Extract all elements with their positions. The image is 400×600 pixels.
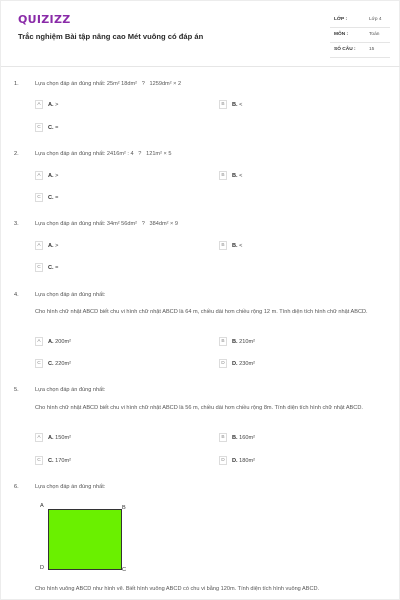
option-letter-box: A [35, 171, 43, 180]
option-letter-box: C [35, 193, 43, 202]
option-letter-box: A [35, 241, 43, 250]
quizizz-logo: QUIZIZZ [18, 13, 71, 26]
question-number: 6. [14, 484, 19, 490]
square-abcd-figure [38, 503, 134, 577]
meta-row-subject [330, 28, 390, 43]
option-letter-box: A [35, 433, 43, 442]
option-letter-box: C [35, 359, 43, 368]
question-description: Cho hình chữ nhật ABCD biết chu vi hình chữ nhật ABCD là 56 m, chiều dài hơn chiều rộng 8m. Tính diện tích hình chữ nhật ABCD. [35, 405, 363, 411]
meta-row-grade [330, 13, 390, 28]
question-prompt: Lựa chọn đáp án đúng nhất: [35, 292, 106, 298]
meta-value: Toán [369, 32, 380, 37]
worksheet-title: Trắc nghiệm Bài tập nâng cao Mét vuông có đáp án [18, 32, 204, 41]
question-number: 3. [14, 221, 19, 227]
option-letter-box: C [35, 456, 43, 465]
question-number: 4. [14, 292, 19, 298]
expression-left: 34m² 56dm² [106, 221, 138, 227]
question-number: 2. [14, 151, 19, 157]
meta-value: Lớp 4 [369, 17, 382, 22]
expression-left: 25m² 18dm² [106, 81, 138, 87]
option-letter-box: B [219, 100, 227, 109]
option-letter-box: B [219, 241, 227, 250]
expression-left: 2416m² : 4 [106, 151, 134, 157]
meta-label: MÔN : [334, 32, 349, 37]
worksheet-header [1, 1, 400, 67]
question-prompt: Lựa chọn đáp án đúng nhất: [35, 387, 106, 393]
expression-right: 121m² × 5 [146, 151, 172, 157]
expression-right: 384dm² × 9 [149, 221, 178, 227]
option-letter-box: C [35, 263, 43, 272]
question-prompt: Lựa chọn đáp án đúng nhất: 25m² 18dm² ? 1259dm² × 2 [35, 81, 182, 87]
corner-label-a: A [40, 503, 44, 509]
question-description: Cho hình vuông ABCD như hình vẽ. Biết hình vuông ABCD có chu vi bằng 120m. Tính diện tích hình vuông ABCD. [35, 586, 320, 592]
corner-label-d: D [40, 565, 45, 571]
question-prompt: Lựa chọn đáp án đúng nhất: [35, 484, 106, 490]
question-number: 5. [14, 387, 19, 393]
option-letter-box: D [219, 359, 227, 368]
question-description: Cho hình chữ nhật ABCD biết chu vi hình chữ nhật ABCD là 64 m, chiều dài hơn chiều rộng 12 m. Tính diện tích hình chữ nhật ABCD. [35, 309, 368, 315]
square-shape [48, 509, 122, 570]
question-prompt: Lựa chọn đáp án đúng nhất: 34m² 56dm² ? 384dm² × 9 [35, 221, 178, 227]
option-letter-box: C [35, 123, 43, 132]
corner-label-b: B [122, 505, 126, 511]
corner-label-c: C [122, 567, 127, 573]
option-letter-box: A [35, 100, 43, 109]
option-letter-box: B [219, 171, 227, 180]
option-letter-box: B [219, 433, 227, 442]
question-number: 1. [14, 81, 19, 87]
option-letter-box: D [219, 456, 227, 465]
meta-label: SỐ CÂU : [334, 47, 356, 52]
worksheet-page: QUIZIZZ Trắc nghiệm Bài tập nâng cao Mét vuông có đáp án LỚP : Lớp 4 MÔN : Toán SỐ CÂU : 15 1. Lựa chọn đáp án đúng nhất: 25m² 18dm² ? 1259dm² × 2 A A. > B B. < C C. = 2. Lựa chọn đáp án đúng nhất: 2416m² : 4 ? 121m² × 5 A A. > B B. < C C. = 3. Lựa chọn đáp án đúng nhất: 34m² 56dm² ? 384dm² × 9 A A. > B B. < C C. = 4. Lựa chọn đáp án đúng nhất: Cho hình chữ nhật ABCD biết chu vi hình chữ nhật ABCD là 64 m, chiều dài hơn chiều rộng 12 m. Tính diện tích hình chữ nhật ABCD. A A. 200m² B B. 210m² C C. 220m² D D. 230m² 5. Lựa chọn đáp án đúng nhất: Cho hình chữ nhật ABCD biết chu vi hình chữ nhật ABCD là 56 m, chiều dài hơn chiều rộng 8m. Tính diện tích hình chữ nhật ABCD. A A. 150m² B B. 160m² C C. 170m² D D. 180m² 6. Lựa chọn đáp án đúng nhất: A B C D Cho hình vuông ABCD như hình vẽ. Biết hình vuông ABCD có chu vi bằng 120m. Tính diện tích hình vuông ABCD. [0, 0, 400, 600]
expression-right: 1259dm² × 2 [149, 81, 182, 87]
meta-value: 15 [369, 47, 375, 52]
option-letter-box: B [219, 337, 227, 346]
question-prompt: Lựa chọn đáp án đúng nhất: 2416m² : 4 ? 121m² × 5 [35, 151, 172, 157]
meta-label: LỚP : [334, 17, 348, 22]
option-letter-box: A [35, 337, 43, 346]
meta-table [330, 13, 390, 58]
meta-row-count [330, 43, 390, 58]
